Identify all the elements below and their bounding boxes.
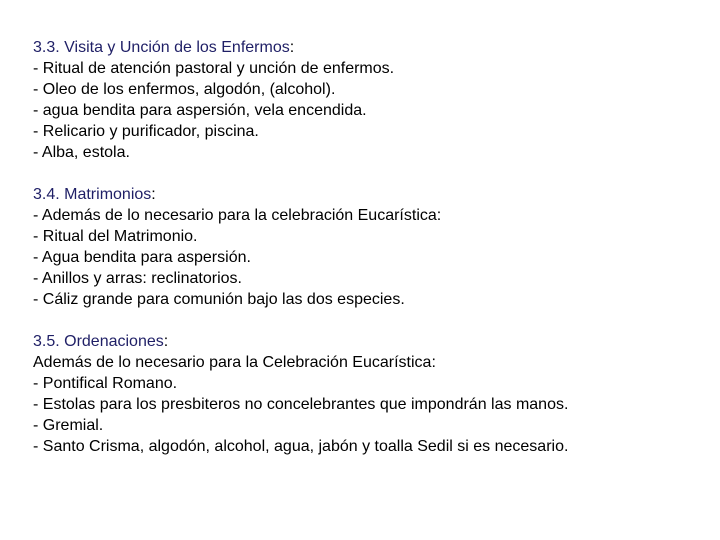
- section-heading: [33, 37, 703, 58]
- section-heading: [33, 184, 703, 205]
- section-title: 3.5. Ordenaciones: [33, 333, 164, 350]
- list-item: - Relicario y purificador, piscina.: [33, 123, 259, 140]
- list-item: - Anillos y arras: reclinatorios.: [33, 270, 242, 287]
- section-heading: [33, 331, 703, 352]
- list-item: - Estolas para los presbiteros no concelebrantes que impondrán las manos.: [33, 396, 569, 413]
- section-title-colon: :: [151, 186, 156, 203]
- list-item: - agua bendita para aspersión, vela encendida.: [33, 102, 367, 119]
- document-body: [33, 37, 703, 478]
- section-title-colon: :: [289, 39, 295, 56]
- list-item: - Santo Crisma, algodón, alcohol, agua, jabón y toalla Sedil si es necesario.: [33, 438, 569, 455]
- section-ordenaciones: [33, 331, 703, 457]
- section-title-colon: :: [163, 333, 169, 350]
- list-item: - Además de lo necesario para la celebración Eucarística:: [33, 207, 442, 224]
- section-title: 3.3. Visita y Unción de los Enfermos: [33, 39, 290, 56]
- list-item: Además de lo necesario para la Celebración Eucarística:: [33, 354, 436, 371]
- list-item: - Cáliz grande para comunión bajo las dos especies.: [33, 291, 405, 308]
- list-item: - Pontifical Romano.: [33, 375, 178, 392]
- list-item: - Ritual del Matrimonio.: [33, 228, 198, 245]
- list-item: - Ritual de atención pastoral y unción de enfermos.: [33, 60, 395, 77]
- list-item: - Gremial.: [33, 417, 104, 434]
- list-item: - Oleo de los enfermos, algodón, (alcohol).: [33, 81, 336, 98]
- list-item: - Agua bendita para aspersión.: [33, 249, 251, 266]
- section-matrimonios: [33, 184, 703, 310]
- section-visita-uncion-enfermos: [33, 37, 703, 163]
- section-title: 3.4. Matrimonios: [33, 186, 152, 203]
- list-item: - Alba, estola.: [33, 144, 130, 161]
